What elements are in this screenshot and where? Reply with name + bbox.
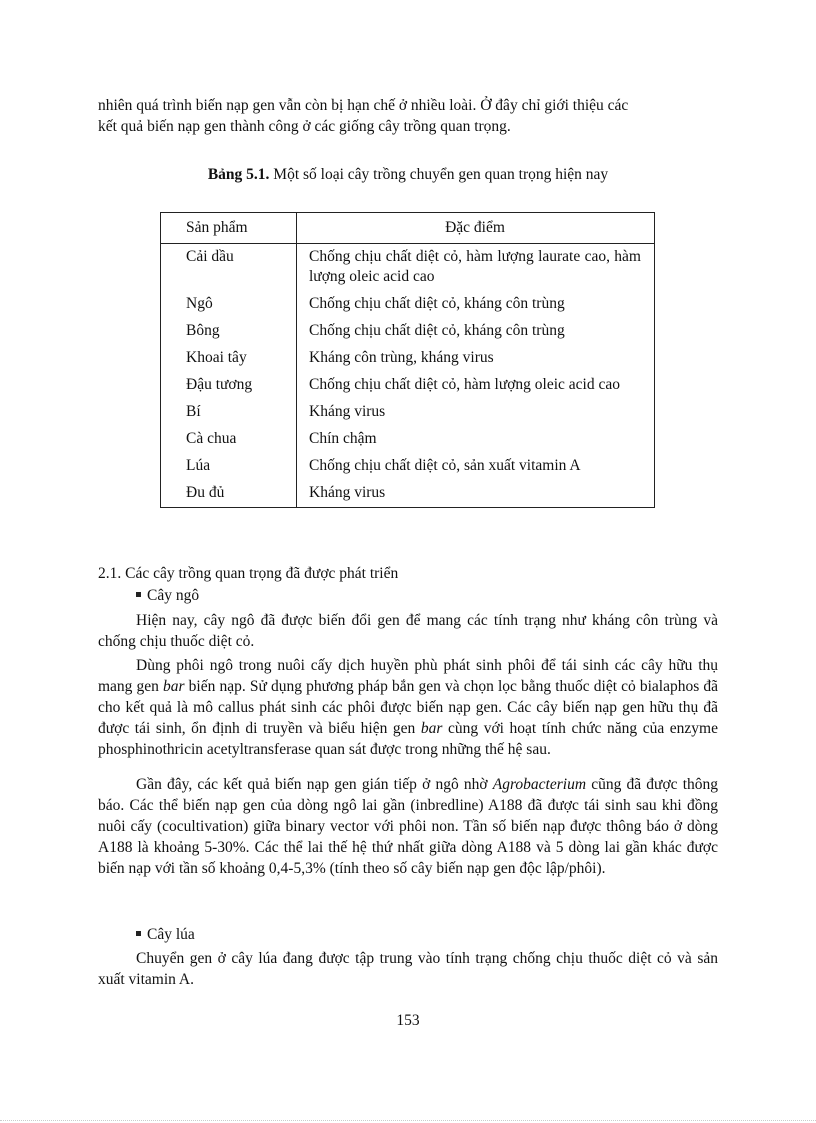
- table-row: [161, 345, 655, 372]
- rice-paragraph-1: Chuyển gen ở cây lúa đang được tập trung vào tính trạng chống chịu thuốc diệt cỏ và sản xuất vitamin A.: [98, 950, 718, 988]
- intro-paragraph: [98, 95, 718, 137]
- table-row: [161, 372, 655, 399]
- bullet-square-icon: [136, 931, 141, 936]
- cell-product: Bí: [186, 403, 201, 420]
- corn-p2-part-a: Dùng phôi ngô trong nuôi cấy dịch huyền phù phát sinh phôi để tái sinh các cây hữu thụ mang gen: [98, 657, 718, 695]
- cell-product: Khoai tây: [186, 349, 247, 366]
- cell-feature: Chống chịu chất diệt cỏ, kháng côn trùng: [297, 318, 655, 345]
- cell-feature: Kháng virus: [297, 480, 655, 508]
- cell-feature: Chống chịu chất diệt cỏ, kháng côn trùng: [297, 291, 655, 318]
- cell-product: Đu đủ: [186, 484, 225, 501]
- corn-paragraph-2: [98, 655, 718, 760]
- cell-feature: Chống chịu chất diệt cỏ, hàm lượng laurate cao, hàm lượng oleic acid cao: [297, 244, 655, 292]
- page-number: 153: [396, 1012, 420, 1029]
- corn-p2-part-c: cùng với hoạt tính chức năng của enzyme phosphinothricin acetyltransferase quan sát được trong những thế hệ sau.: [98, 720, 718, 758]
- cell-feature: Kháng virus: [297, 399, 655, 426]
- column-header-feature: Đặc điểm: [297, 213, 655, 244]
- cell-product: Đậu tương: [186, 376, 253, 393]
- gene-bar-italic: bar: [163, 678, 185, 695]
- bullet-corn: [136, 585, 199, 606]
- intro-line-1: nhiên quá trình biến nạp gen vẫn còn bị hạn chế ở nhiều loài. Ở đây chỉ giới thiệu các: [98, 97, 629, 114]
- table-caption-label: Bảng 5.1.: [207, 166, 270, 183]
- cell-feature: Chín chậm: [297, 426, 655, 453]
- section-heading: 2.1. Các cây trồng quan trọng đã được phát triển: [98, 565, 399, 582]
- cell-product: Lúa: [186, 457, 211, 474]
- cell-product: Ngô: [186, 295, 213, 312]
- agrobacterium-italic: Agrobacterium: [492, 776, 587, 793]
- corn-p2-part-b: biến nạp. Sử dụng phương pháp bắn gen và chọn lọc bằng thuốc diệt cỏ bialaphos đã cho kết quả là mô callus phát sinh các phôi được biến nạp gen. Các cây biến nạp gen hữu thụ đã được tái sinh, ổn định di truyền và biểu hiện gen: [98, 678, 718, 737]
- table-row: [161, 480, 655, 508]
- table-row: [161, 318, 655, 345]
- table-row: [161, 426, 655, 453]
- corn-paragraph-3: [98, 774, 718, 879]
- table-header-row: [161, 213, 655, 244]
- page-bottom-divider: [0, 1120, 816, 1121]
- bullet-rice-title: Cây lúa: [147, 926, 195, 943]
- cell-feature: Chống chịu chất diệt cỏ, sản xuất vitamin A: [297, 453, 655, 480]
- cell-product: Cải dầu: [186, 248, 234, 265]
- cell-product: Bông: [186, 322, 220, 339]
- table-row: [161, 399, 655, 426]
- cell-product: Cà chua: [186, 430, 237, 447]
- column-header-product: Sản phẩm: [161, 213, 297, 244]
- cell-feature: Kháng côn trùng, kháng virus: [297, 345, 655, 372]
- table-row: [161, 453, 655, 480]
- bullet-rice: [136, 924, 195, 945]
- table-caption: [98, 164, 718, 185]
- corn-p3-part-b: cũng đã được thông báo. Các thể biến nạp gen của dòng ngô lai gần (inbredline) A188 đã được tái sinh sau khi đồng nuôi cấy (cocultivation) giữa binary vector với phôi non. Tần số biến nạp được thông báo ở dòng A188 là khoảng 5-30%. Các thể lai thế hệ thứ nhất giữa dòng A188 và 5 dòng lai gần khác được biến nạp với tần số khoảng 0,4-5,3% (tính theo số cây biến nạp gen độc lập/phôi).: [98, 776, 719, 877]
- crop-table: [160, 212, 655, 508]
- table-row: [161, 244, 655, 292]
- bullet-corn-title: Cây ngô: [147, 587, 200, 604]
- bullet-square-icon: [136, 592, 141, 597]
- intro-line-2: kết quả biến nạp gen thành công ở các giống cây trồng quan trọng.: [98, 118, 511, 135]
- corn-paragraph-1: Hiện nay, cây ngô đã được biến đổi gen để mang các tính trạng như kháng côn trùng và chống chịu thuốc diệt cỏ.: [98, 612, 718, 650]
- table-caption-text: Một số loại cây trồng chuyển gen quan trọng hiện nay: [273, 166, 609, 183]
- gene-bar-italic: bar: [420, 720, 443, 737]
- corn-p3-part-a: Gần đây, các kết quả biến nạp gen gián tiếp ở ngô nhờ: [136, 776, 493, 793]
- table-row: [161, 291, 655, 318]
- cell-feature: Chống chịu chất diệt cỏ, hàm lượng oleic acid cao: [297, 372, 655, 399]
